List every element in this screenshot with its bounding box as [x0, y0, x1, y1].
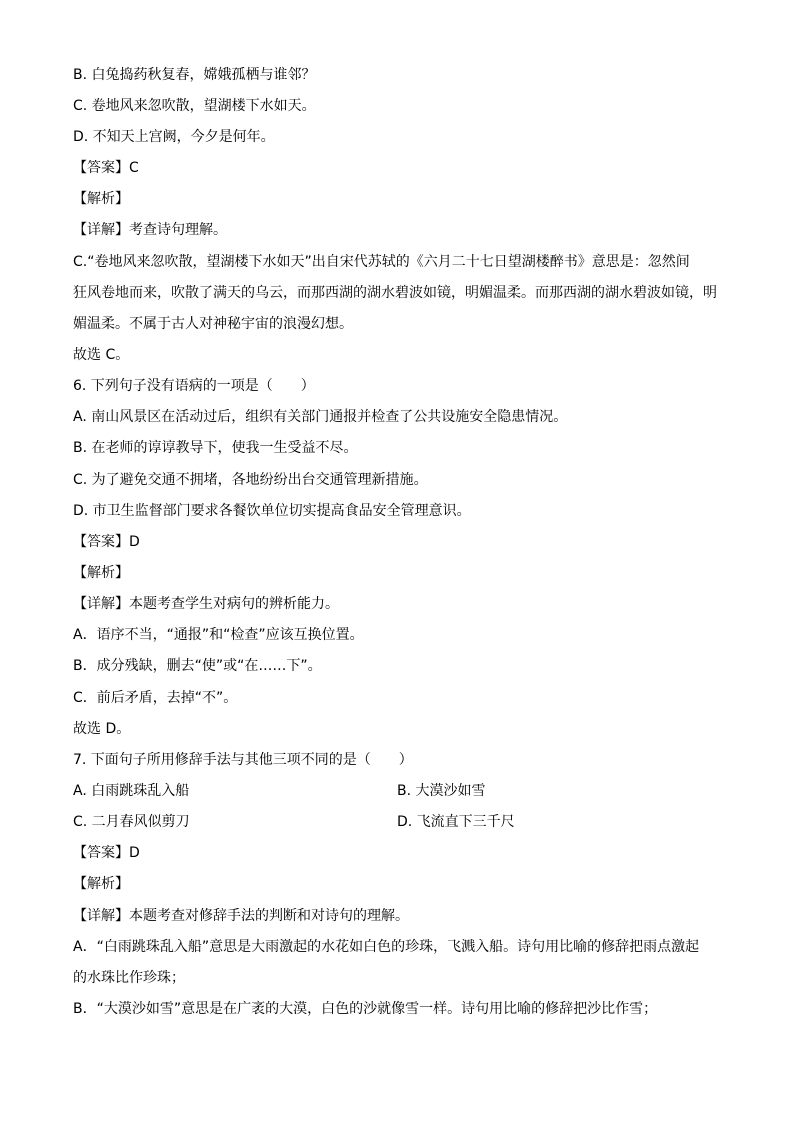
question-6-option-a: A. 南山风景区在活动过后，组织有关部门通报并检查了公共设施安全隐患情况。 [73, 409, 568, 425]
answer-label: 【答案】D [73, 845, 140, 861]
question-6-title: 6. 下列句子没有语病的一项是（ ） [73, 378, 315, 394]
question-6-option-d: D. 市卫生监督部门要求各餐饮单位切实提高食品安全管理意识。 [73, 503, 471, 519]
answer-label: 【答案】C [73, 160, 139, 176]
detail-text: 【详解】考查诗句理解。 [73, 222, 227, 238]
analysis-label: 【解析】 [73, 876, 129, 892]
detail-point-c: C．前后矛盾，去掉“不”。 [73, 690, 238, 706]
detail-point-a: A．“白雨跳珠乱入船”意思是大雨激起的水花如白色的珍珠，飞溅入船。诗句用比喻的修辞把雨点激起 [73, 939, 700, 955]
detail-point-b: B．成分残缺，删去“使”或“在……下”。 [73, 658, 322, 674]
option-b-line: B. 白兔捣药秋复春，嫦娥孤栖与谁邻？ [73, 67, 316, 83]
question-7-option-a: A. 白雨跳珠乱入船 [73, 783, 190, 799]
question-7-option-c: C. 二月春风似剪刀 [73, 814, 190, 830]
analysis-label: 【解析】 [73, 565, 129, 581]
detail-text: 【详解】本题考查学生对病句的辨析能力。 [73, 596, 339, 612]
detail-paragraph-line: 媚温柔。不属于古人对神秘宇宙的浪漫幻想。 [73, 316, 353, 332]
question-7-option-d: D. 飞流直下三千尺 [397, 814, 515, 830]
option-c-line: C. 卷地风来忽吹散，望湖楼下水如天。 [73, 98, 316, 114]
question-6-option-b: B. 在老师的谆谆教导下，使我一生受益不尽。 [73, 440, 358, 456]
question-7-option-b: B. 大漠沙如雪 [397, 783, 486, 799]
detail-point-b: B．“大漠沙如雪”意思是在广袤的大漠，白色的沙就像雪一样。诗句用比喻的修辞把沙比作雪； [73, 1001, 658, 1017]
question-7-title: 7. 下面句子所用修辞手法与其他三项不同的是（ ） [73, 752, 413, 768]
detail-paragraph-line: C.“卷地风来忽吹散，望湖楼下水如天”出自宋代苏轼的《六月二十七日望湖楼醉书》意思是：忽然间 [73, 254, 690, 270]
option-d-line: D. 不知天上宫阙，今夕是何年。 [73, 129, 275, 145]
detail-point-a-continued: 的水珠比作珍珠； [73, 970, 185, 986]
choice-result: 故选 C。 [73, 347, 130, 363]
detail-paragraph-line: 狂风卷地而来，吹散了满天的乌云，而那西湖的湖水碧波如镜，明媚温柔。而那西湖的湖水碧波如镜，明 [73, 285, 717, 301]
choice-result: 故选 D。 [73, 721, 131, 737]
detail-point-a: A．语序不当，“通报”和“检查”应该互换位置。 [73, 627, 364, 643]
question-6-option-c: C. 为了避免交通不拥堵，各地纷纷出台交通管理新措施。 [73, 472, 428, 488]
analysis-label: 【解析】 [73, 191, 129, 207]
detail-text: 【详解】本题考查对修辞手法的判断和对诗句的理解。 [73, 908, 409, 924]
answer-label: 【答案】D [73, 534, 140, 550]
